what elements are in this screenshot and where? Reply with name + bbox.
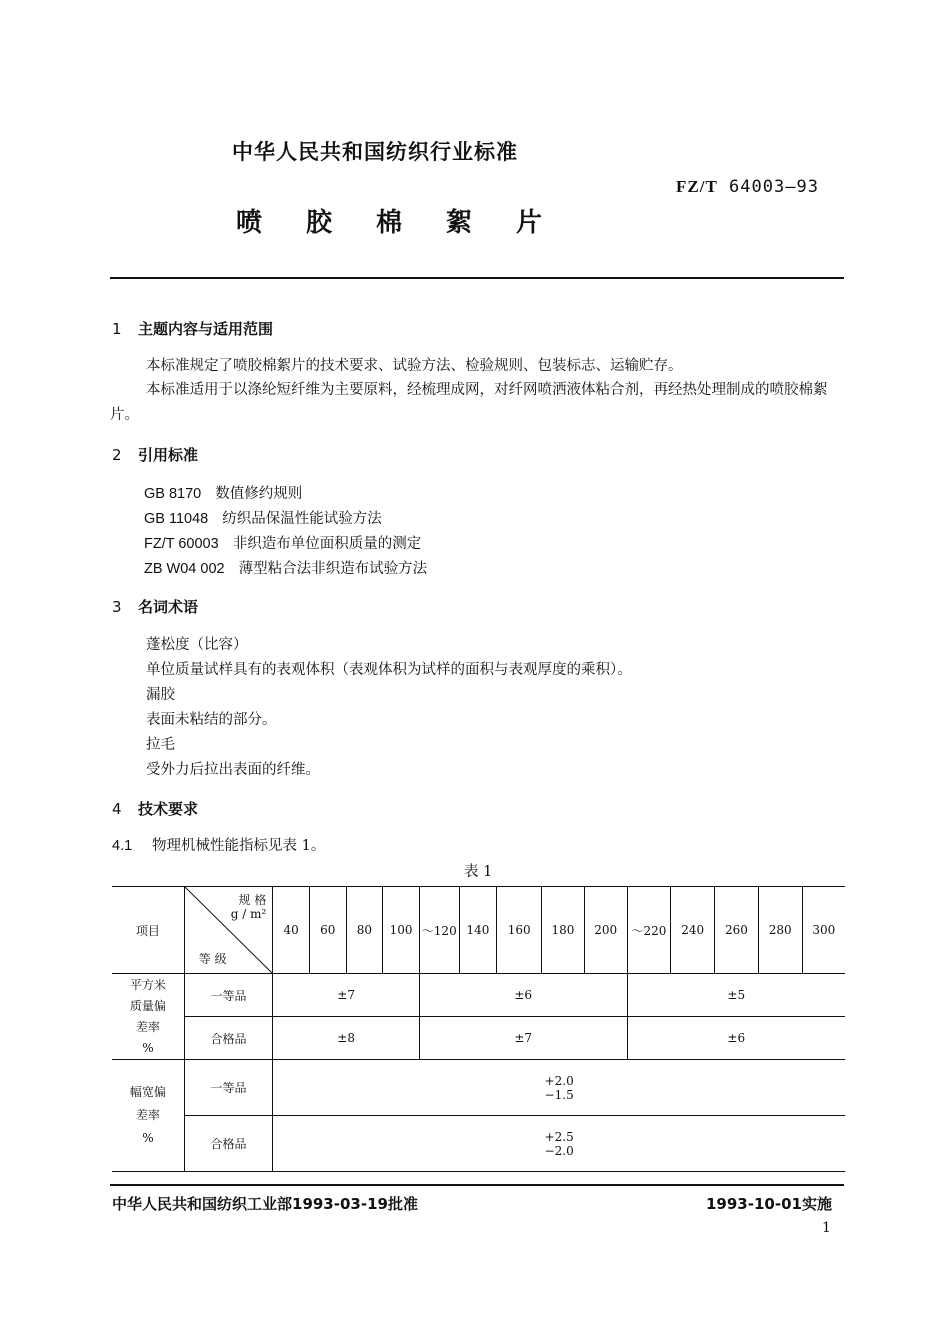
effective-date: 1993-10-01实施	[706, 1195, 832, 1213]
unit-label: g / m²	[230, 907, 267, 921]
term-definition: 受外力后拉出表面的纤维。	[146, 762, 320, 778]
reference-item	[144, 507, 382, 528]
lower-tolerance: −1.5	[544, 1087, 574, 1102]
header-divider	[110, 277, 844, 279]
column-header: 180	[542, 887, 585, 974]
section-number: 2	[112, 446, 122, 464]
section-title: 引用标准	[138, 446, 199, 464]
spec-label: 规 格	[238, 893, 267, 907]
page-number: 1	[822, 1220, 831, 1236]
standard-code	[676, 177, 819, 197]
label-line: 差率	[135, 1108, 160, 1122]
value-cell	[273, 1116, 845, 1172]
table-row	[112, 1060, 845, 1116]
term-definition: 表面未粘结的部分。	[146, 712, 277, 728]
standard-code-prefix: FZ/T	[676, 177, 718, 196]
column-header: 40	[273, 887, 310, 974]
column-header: 200	[584, 887, 627, 974]
term-definition: 单位质量试样具有的表观体积（表观体积为试样的面积与表观厚度的乘积）。	[146, 662, 632, 678]
section-title: 技术要求	[138, 800, 199, 818]
section-number: 3	[112, 598, 122, 616]
reference-name: 纺织品保温性能试验方法	[222, 511, 382, 527]
standard-title: 中华人民共和国纺织行业标准	[232, 140, 518, 164]
column-header: 80	[346, 887, 383, 974]
reference-code: GB 11048	[144, 511, 209, 527]
subsection-text: 物理机械性能指标见表 1。	[152, 838, 326, 854]
term-name: 蓬松度（比容）	[146, 637, 248, 653]
section-title: 主题内容与适用范围	[138, 320, 274, 338]
reference-code: FZ/T 60003	[144, 536, 219, 552]
reference-code: ZB W04 002	[144, 561, 225, 577]
grade-cell: 合格品	[184, 1017, 273, 1060]
reference-item	[144, 557, 427, 578]
value-cell: ±8	[273, 1017, 420, 1060]
grade-cell: 一等品	[184, 1060, 273, 1116]
reference-name: 非织造布单位面积质量的测定	[232, 536, 422, 552]
section-number: 1	[112, 320, 122, 338]
table-row	[112, 974, 845, 1017]
value-cell	[273, 1060, 845, 1116]
table-1	[112, 886, 845, 1172]
grade-label: 等 级	[198, 952, 227, 966]
column-header: 300	[802, 887, 845, 974]
label-line: 差率	[135, 1019, 160, 1034]
value-cell: ±6	[419, 974, 627, 1017]
footer-divider	[110, 1184, 844, 1186]
reference-name: 数值修约规则	[215, 486, 303, 502]
column-header: ～220	[627, 887, 671, 974]
table-header-row	[112, 887, 845, 974]
mass-deviation-label	[112, 974, 184, 1060]
section-1-heading	[112, 318, 273, 339]
column-header: 100	[383, 887, 420, 974]
reference-code: GB 8170	[144, 486, 202, 502]
term-name: 拉毛	[146, 737, 175, 753]
value-cell: ±6	[627, 1017, 845, 1060]
standard-code-number: 64003—93	[729, 177, 819, 197]
column-header: 160	[497, 887, 542, 974]
reference-item	[144, 532, 421, 553]
document-title: 喷胶棉絮片	[236, 208, 587, 238]
value-cell: ±7	[273, 974, 420, 1017]
term-name: 漏胶	[146, 687, 175, 703]
section-1-paragraph-1: 本标准规定了喷胶棉絮片的技术要求、试验方法、检验规则、包装标志、运输贮存。	[146, 358, 683, 374]
reference-item	[144, 482, 302, 503]
label-line: %	[142, 1040, 154, 1055]
column-header: 240	[671, 887, 715, 974]
grade-cell: 一等品	[184, 974, 273, 1017]
table-row	[112, 1017, 845, 1060]
lower-tolerance: −2.0	[544, 1143, 574, 1158]
subsection-number: 4.1	[112, 838, 133, 854]
spec-unit-label	[231, 893, 267, 921]
column-header: ～120	[419, 887, 459, 974]
label-line: 幅宽偏	[129, 1085, 166, 1099]
section-3-heading	[112, 596, 198, 617]
upper-tolerance: +2.5	[544, 1129, 574, 1144]
table-row	[112, 1116, 845, 1172]
column-header: 140	[459, 887, 497, 974]
section-title: 名词术语	[138, 598, 199, 616]
value-cell: ±7	[419, 1017, 627, 1060]
grade-cell: 合格品	[184, 1116, 273, 1172]
label-line: 质量偏	[129, 998, 166, 1013]
column-header: 280	[758, 887, 802, 974]
label-line: 平方米	[129, 977, 166, 992]
spec-grade-header	[184, 887, 273, 974]
table-caption: 表 1	[464, 864, 493, 880]
subsection-4-1	[112, 834, 325, 855]
value-cell: ±5	[627, 974, 845, 1017]
approval-note: 中华人民共和国纺织工业部1993-03-19批准	[112, 1195, 418, 1213]
section-number: 4	[112, 800, 122, 818]
label-line: %	[142, 1131, 154, 1145]
column-header: 260	[715, 887, 759, 974]
width-deviation-label	[112, 1060, 184, 1172]
section-2-heading	[112, 444, 198, 465]
item-header: 项目	[112, 887, 184, 974]
section-4-heading	[112, 798, 198, 819]
upper-tolerance: +2.0	[544, 1073, 574, 1088]
section-1-paragraph-2: 本标准适用于以涤纶短纤维为主要原料，经梳理成网，对纤网喷洒液体粘合剂，再经热处理制成的喷胶棉絮片。	[110, 382, 828, 423]
column-header: 60	[309, 887, 346, 974]
reference-name: 薄型粘合法非织造布试验方法	[238, 561, 428, 577]
